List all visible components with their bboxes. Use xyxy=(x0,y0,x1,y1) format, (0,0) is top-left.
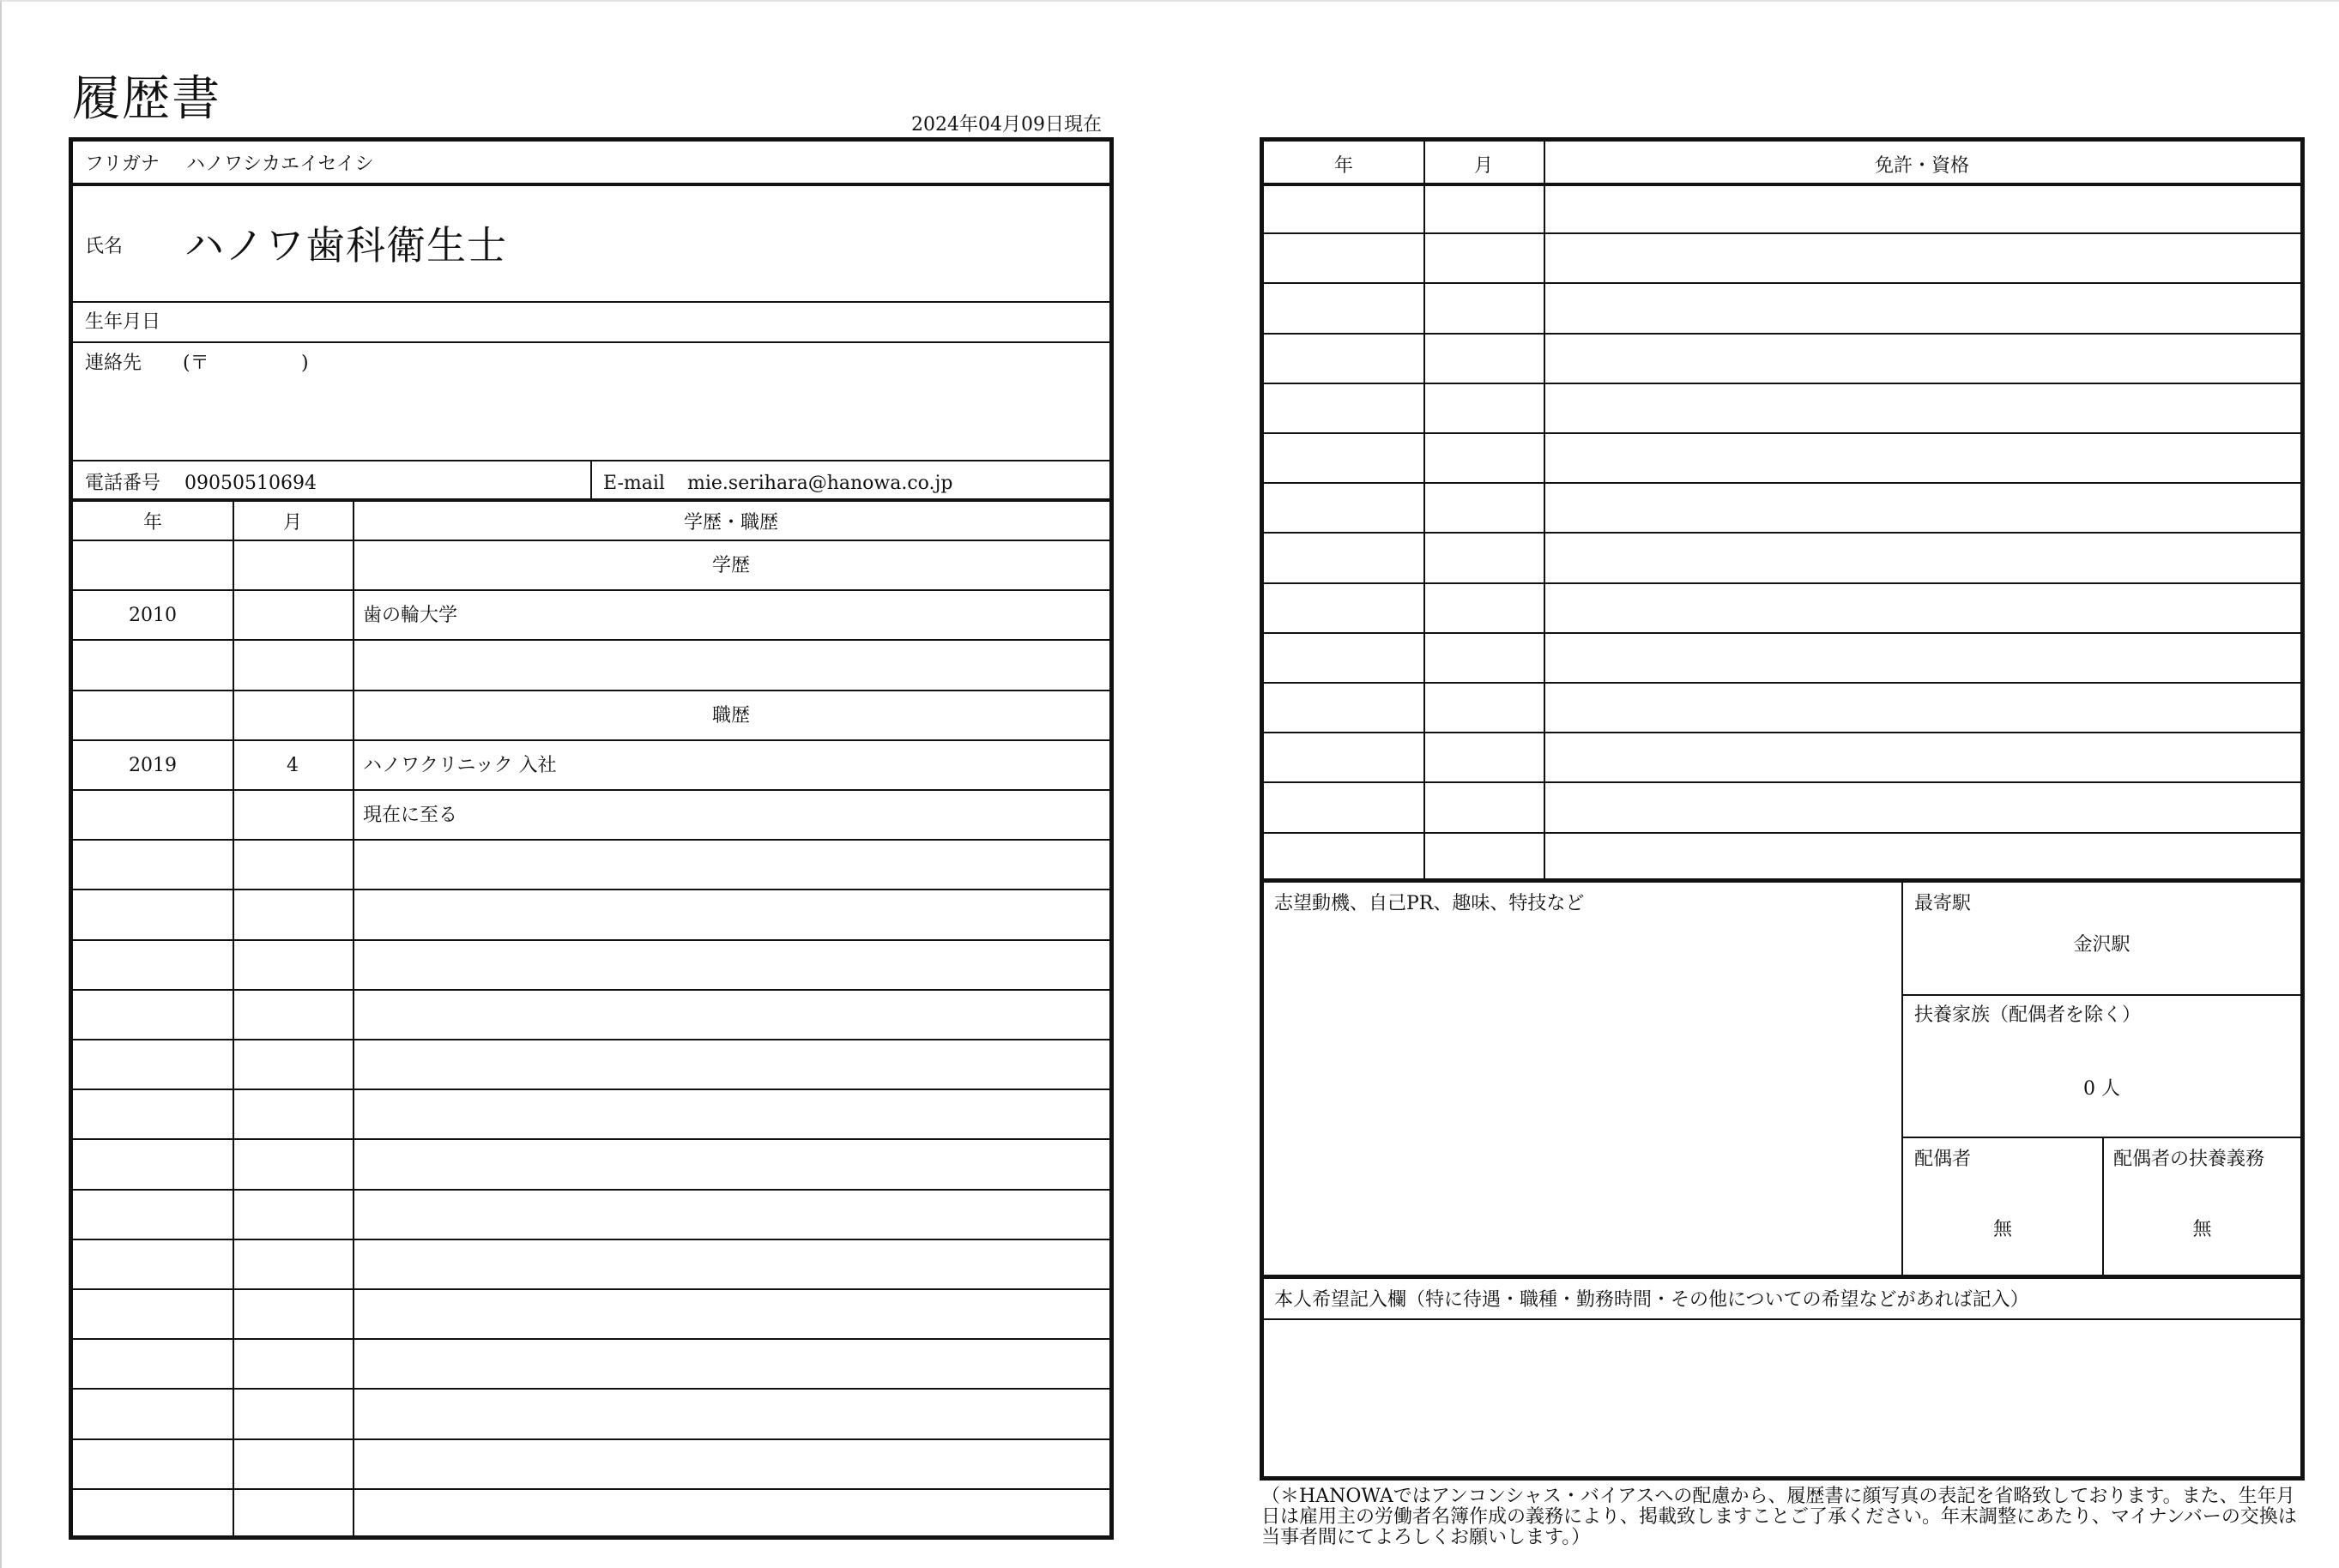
row-divider xyxy=(1264,232,2300,234)
row-divider xyxy=(1264,781,2300,783)
history-content-cell: 歯の輪大学 xyxy=(363,605,458,627)
dependents-value: 0 人 xyxy=(2083,1078,2120,1100)
history-col-content: 学歴・職歴 xyxy=(683,512,778,534)
spouse-label: 配偶者 xyxy=(1914,1149,1972,1170)
row-divider xyxy=(1264,383,2300,384)
station-label: 最寄駅 xyxy=(1914,893,1972,914)
table-row xyxy=(73,1388,1109,1438)
table-row xyxy=(73,1138,1109,1188)
license-col-content: 免許・資格 xyxy=(1874,155,1969,177)
contact-label: 連絡先 xyxy=(85,353,142,374)
table-row xyxy=(73,1288,1109,1338)
phone-value: 09050510694 xyxy=(184,473,317,494)
spouse-support-value: 無 xyxy=(2192,1219,2212,1240)
table-row xyxy=(73,1338,1109,1388)
history-content-cell: 現在に至る xyxy=(363,805,458,826)
history-col-month: 月 xyxy=(282,512,302,534)
wishes-box xyxy=(1260,1275,2305,1481)
history-col-year: 年 xyxy=(142,512,162,534)
divider xyxy=(1903,994,2300,996)
table-row xyxy=(73,1039,1109,1089)
table-row xyxy=(73,1488,1109,1538)
table-row xyxy=(73,989,1109,1039)
row-divider xyxy=(1264,632,2300,634)
history-year-cell: 2019 xyxy=(129,754,177,776)
history-year-cell: 2010 xyxy=(129,605,177,627)
table-row xyxy=(73,1438,1109,1488)
spouse-support-label: 配偶者の扶養義務 xyxy=(2113,1149,2265,1170)
name-label: 氏名 xyxy=(85,236,124,257)
divider xyxy=(73,498,1109,502)
divider xyxy=(1264,1318,2300,1320)
history-content-cell: 職歴 xyxy=(711,704,750,727)
furigana-value: ハノワシカエイセイシ xyxy=(186,154,374,175)
row-divider xyxy=(1264,532,2300,534)
wishes-label: 本人希望記入欄（特に待遇・職種・勤務時間・その他についての希望などがあれば記入） xyxy=(1274,1289,2029,1311)
birthdate-label: 生年月日 xyxy=(85,311,161,333)
divider xyxy=(590,460,592,499)
table-row xyxy=(73,939,1109,989)
row-divider xyxy=(1264,333,2300,335)
table-row xyxy=(73,1239,1109,1288)
column-divider xyxy=(1423,142,1425,878)
license-col-month: 月 xyxy=(1473,155,1493,177)
table-row xyxy=(73,639,1109,689)
divider xyxy=(2102,1137,2104,1276)
license-table xyxy=(1260,137,2305,883)
table-row xyxy=(73,540,1109,589)
furigana-label: フリガナ xyxy=(85,154,160,175)
divider xyxy=(73,183,1109,186)
postal-open: (〒 xyxy=(183,353,209,374)
row-divider xyxy=(1264,183,2300,186)
document-title: 履歴書 xyxy=(72,71,221,127)
motivation-label: 志望動機、自己PR、趣味、特技など xyxy=(1274,893,1585,914)
row-divider xyxy=(1264,582,2300,584)
table-row xyxy=(73,789,1109,839)
column-divider xyxy=(1544,142,1545,878)
dependents-label: 扶養家族（配偶者を除く） xyxy=(1914,1004,2142,1026)
row-divider xyxy=(1264,682,2300,684)
name-value: ハノワ歯科衛生士 xyxy=(184,222,507,268)
history-month-cell: 4 xyxy=(287,754,299,776)
history-content-cell: 学歴 xyxy=(711,555,750,576)
phone-label: 電話番号 xyxy=(85,473,161,494)
table-row xyxy=(73,1189,1109,1239)
resume-left-form xyxy=(69,137,1114,1540)
profile-details-box xyxy=(1260,878,2305,1279)
table-row xyxy=(73,839,1109,889)
divider xyxy=(73,341,1109,343)
license-col-year: 年 xyxy=(1333,155,1353,177)
row-divider xyxy=(1264,432,2300,434)
row-divider xyxy=(1264,282,2300,284)
table-row xyxy=(73,690,1109,739)
row-divider xyxy=(1264,732,2300,733)
postal-close: ) xyxy=(301,353,309,374)
table-row xyxy=(73,1089,1109,1138)
table-row xyxy=(73,589,1109,639)
table-row xyxy=(73,739,1109,789)
divider xyxy=(73,301,1109,303)
footnote: （＊HANOWAではアンコンシャス・バイアスへの配慮から、履歴書に顔写真の表記を省略致しております。また、生年月日は雇用主の労働者名簿作成の義務により、掲載致しますことご了承ください。年末調整にあたり、マイナンバーの交換は当事者間にてよろしくお願いします。） xyxy=(1261,1486,2297,1548)
history-content-cell: ハノワクリニック 入社 xyxy=(363,754,557,776)
row-divider xyxy=(1264,832,2300,834)
spouse-value: 無 xyxy=(1992,1219,2012,1240)
station-value: 金沢駅 xyxy=(2073,934,2130,956)
table-row xyxy=(73,889,1109,938)
email-value: mie.serihara@hanowa.co.jp xyxy=(687,473,953,494)
email-label: E-mail xyxy=(603,473,665,494)
as-of-date: 2024年04月09日現在 xyxy=(911,114,1102,136)
row-divider xyxy=(1264,482,2300,484)
